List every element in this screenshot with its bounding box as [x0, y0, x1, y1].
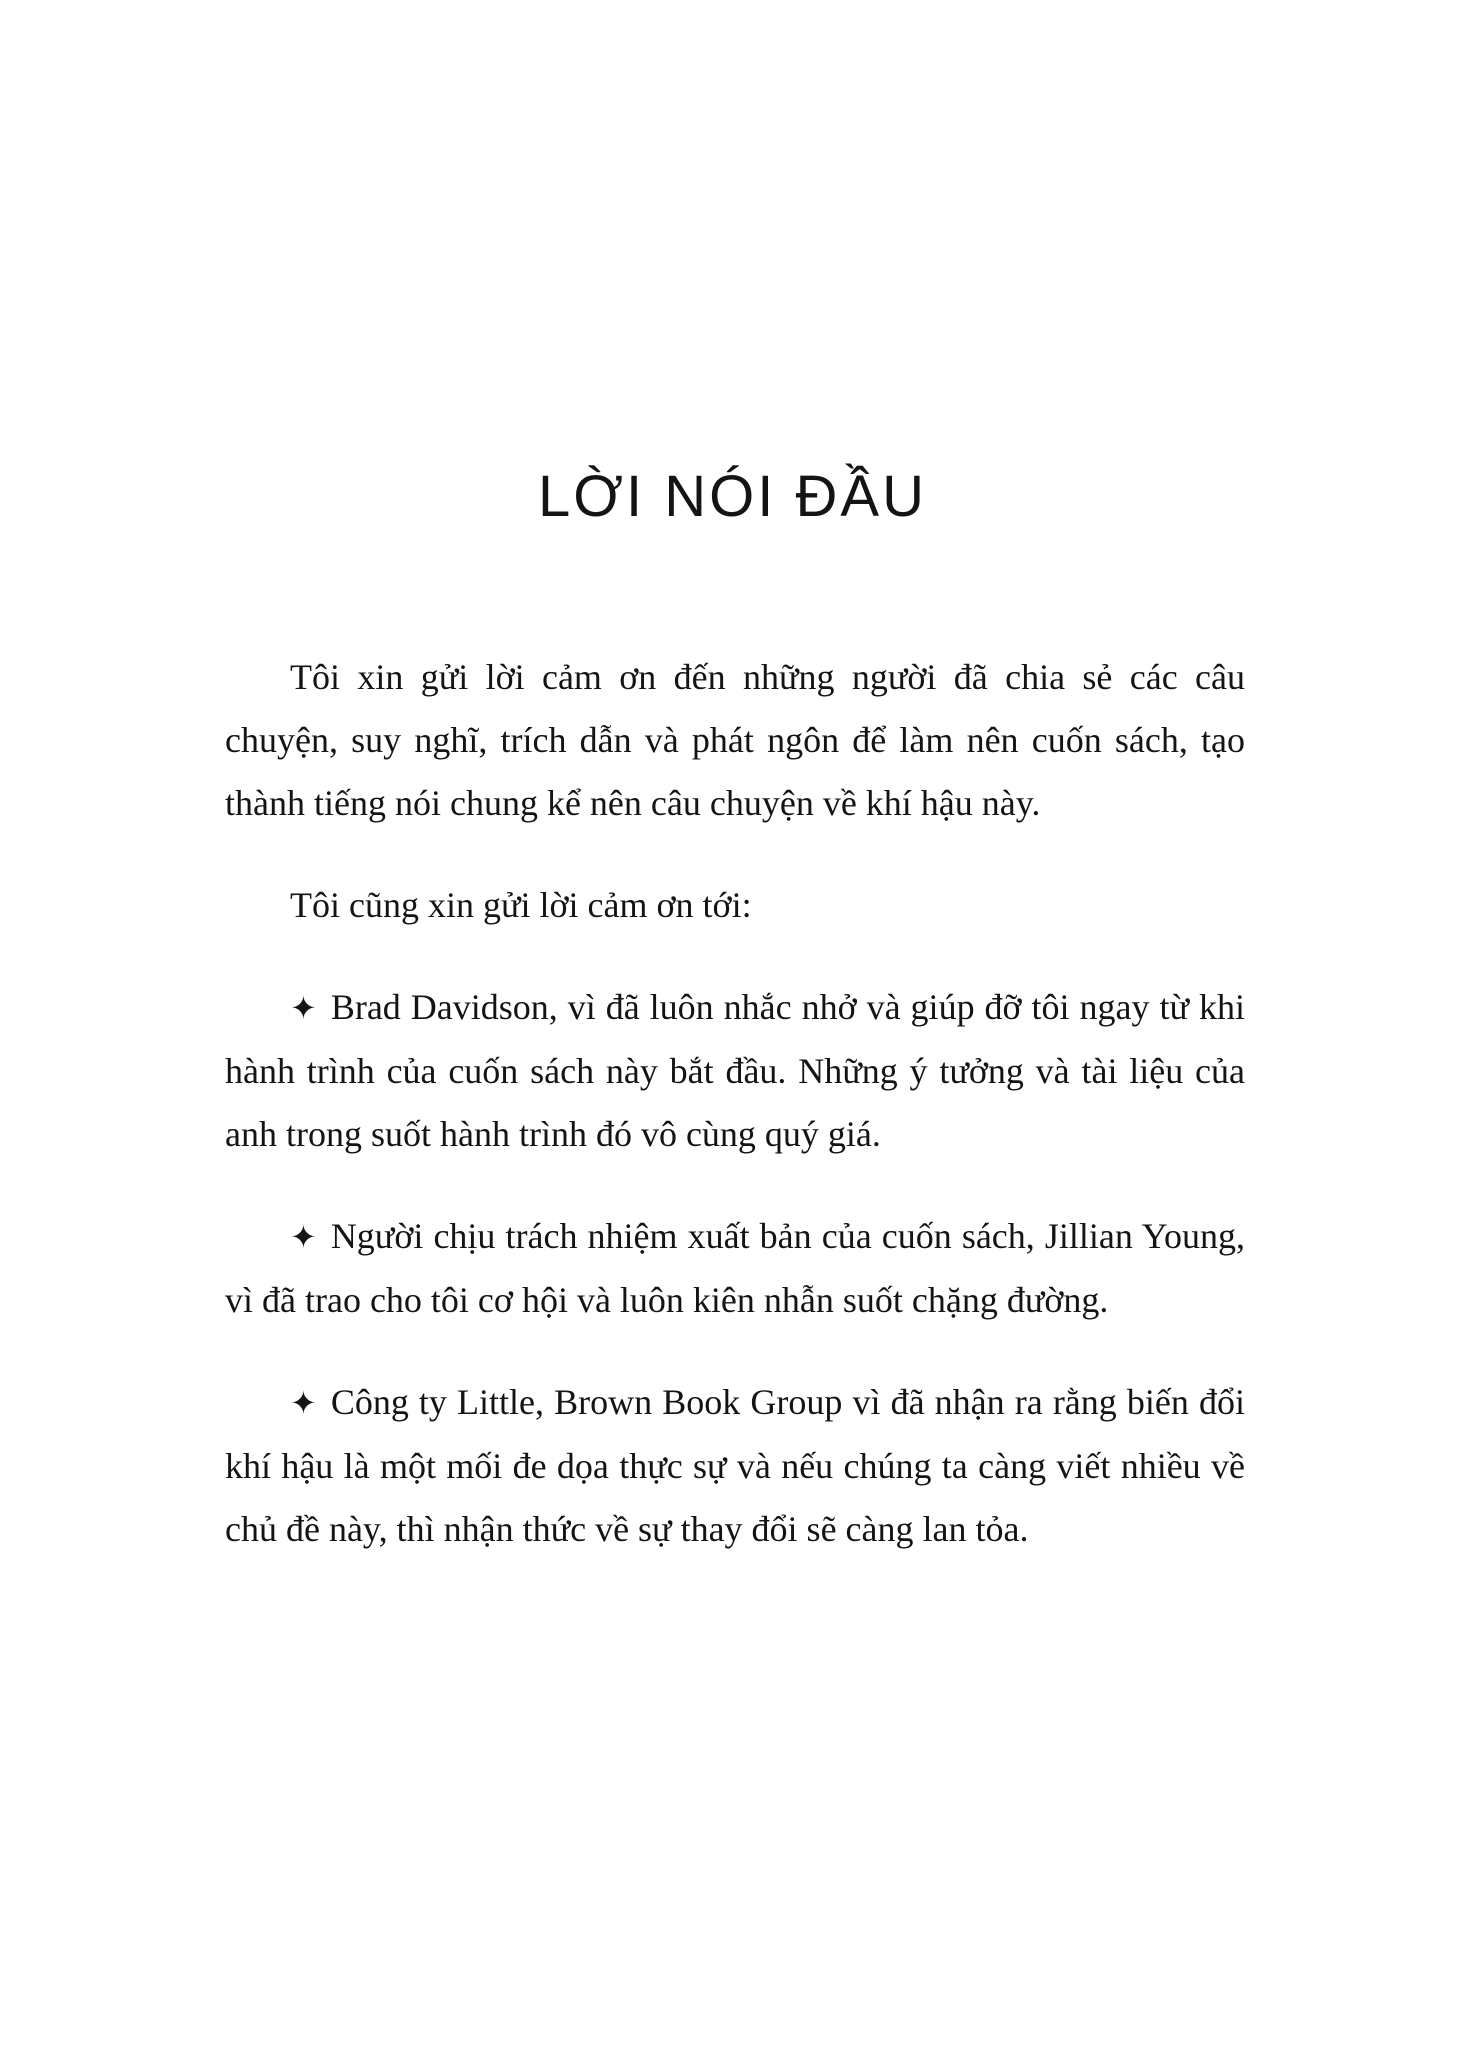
bullet-paragraph [225, 1371, 1245, 1561]
paragraph: Tôi xin gửi lời cảm ơn đến những người đã chia sẻ các câu chuyện, suy nghĩ, trích dẫn và phát ngôn để làm nên cuốn sách, tạo thành tiếng nói chung kể nên câu chuyện về khí hậu này. [225, 657, 1245, 823]
paragraph-text: Người chịu trách nhiệm xuất bản của cuốn sách, Jillian Young, vì đã trao cho tôi cơ hội và luôn kiên nhẫn suốt chặng đường. [225, 1216, 1245, 1320]
bullet-paragraph [225, 1205, 1245, 1332]
paragraph: Tôi cũng xin gửi lời cảm ơn tới: [290, 885, 752, 925]
paragraph-text: Công ty Little, Brown Book Group vì đã nhận ra rằng biến đổi khí hậu là một mối đe dọa thực sự và nếu chúng ta càng viết nhiều về chủ đề này, thì nhận thức về sự thay đổi sẽ càng lan tỏa. [225, 1382, 1245, 1549]
star-bullet-icon: ✦ [290, 1384, 317, 1422]
star-bullet-icon: ✦ [290, 989, 317, 1027]
page-title: LỜI NÓI ĐẦU [538, 464, 927, 529]
bullet-paragraph [225, 976, 1245, 1166]
page-body [225, 646, 1245, 1561]
paragraph-text: Brad Davidson, vì đã luôn nhắc nhở và giúp đỡ tôi ngay từ khi hành trình của cuốn sách này bắt đầu. Những ý tưởng và tài liệu của anh trong suốt hành trình đó vô cùng quý giá. [225, 987, 1245, 1154]
star-bullet-icon: ✦ [290, 1218, 317, 1256]
